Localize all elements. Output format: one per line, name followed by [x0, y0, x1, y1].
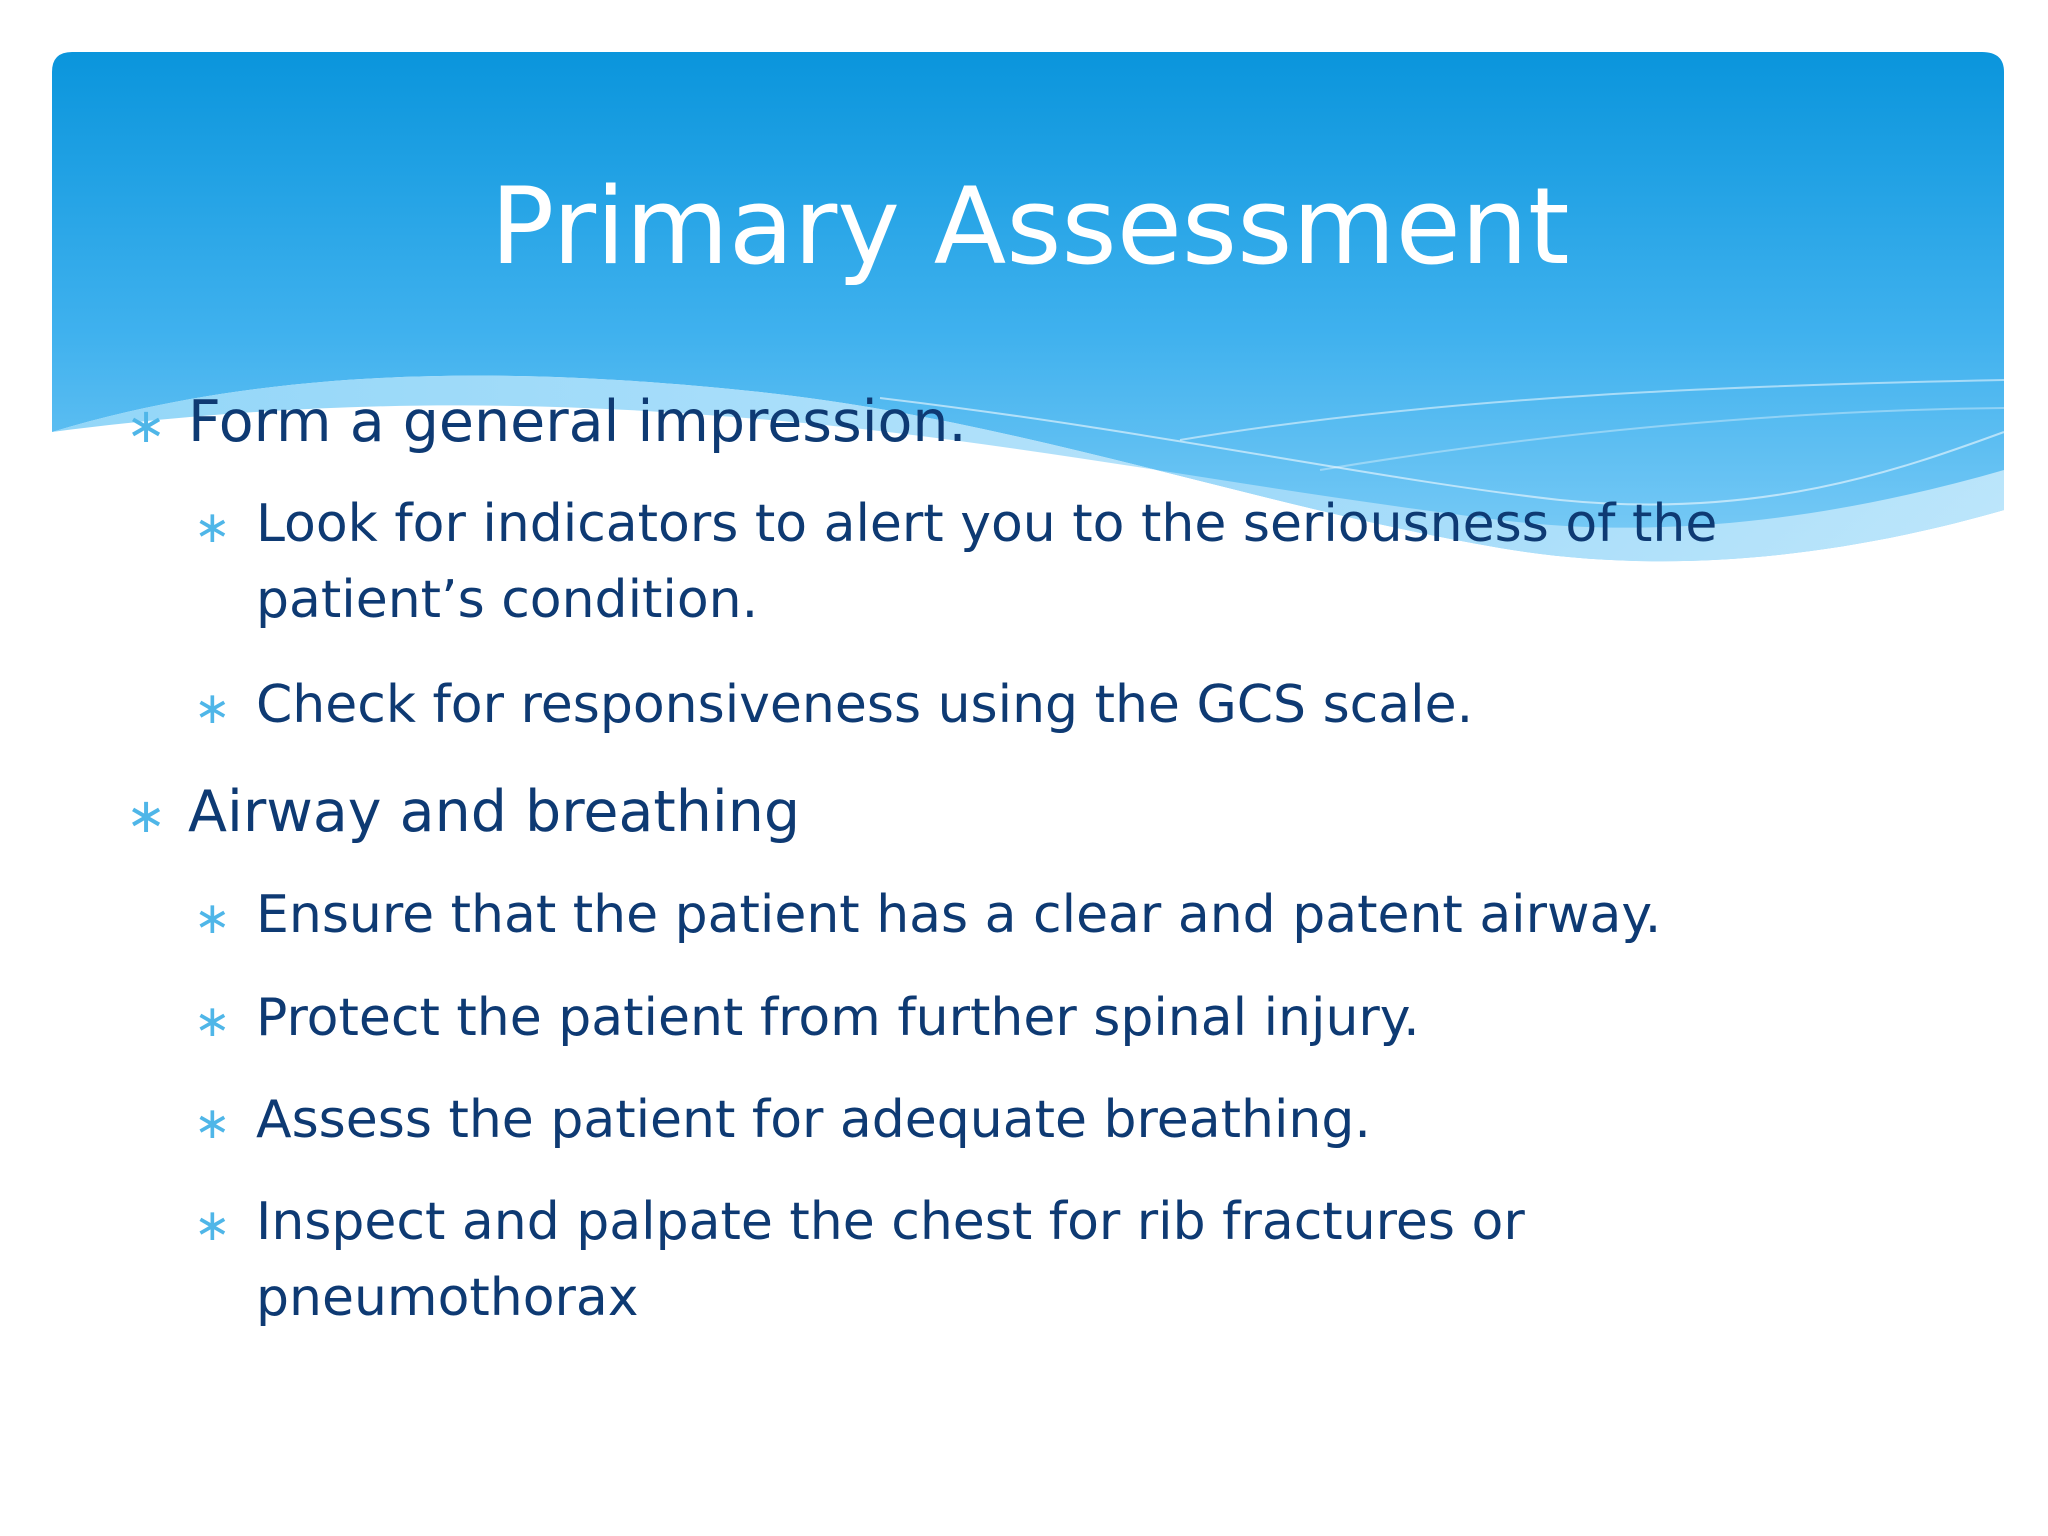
bullet-subitem-1-2 — [194, 667, 1796, 743]
asterisk-icon: ∗ — [194, 893, 231, 944]
bullet-subitem-1-1 — [194, 486, 1796, 638]
bullet-text: Airway and breathing — [188, 779, 800, 845]
asterisk-icon: ∗ — [194, 996, 231, 1047]
bullet-subitem-2-3 — [194, 1082, 1796, 1158]
bullet-text: Form a general impression. — [188, 389, 967, 455]
asterisk-icon: ∗ — [194, 683, 231, 734]
bullet-item-1 — [126, 383, 1968, 461]
bullet-text: Protect the patient from further spinal injury. — [256, 988, 1420, 1048]
bullet-text: Ensure that the patient has a clear and patent airway. — [256, 885, 1662, 945]
slide-title: Primary Assessment — [490, 165, 1570, 288]
bullet-subitem-2-2 — [194, 980, 1796, 1056]
asterisk-icon: ∗ — [126, 398, 167, 454]
bullet-text: Assess the patient for adequate breathing. — [256, 1090, 1371, 1150]
asterisk-icon: ∗ — [126, 788, 167, 844]
asterisk-icon: ∗ — [194, 502, 231, 553]
bullet-subitem-2-4 — [194, 1184, 1796, 1336]
bullet-text: Inspect and palpate the chest for rib fractures or pneumothorax — [256, 1192, 1525, 1328]
bullet-item-2 — [126, 773, 1968, 851]
bullet-subitem-2-1 — [194, 877, 1796, 953]
bullet-text: Check for responsiveness using the GCS scale. — [256, 675, 1474, 735]
asterisk-icon: ∗ — [194, 1098, 231, 1149]
asterisk-icon: ∗ — [194, 1200, 231, 1251]
bullet-text: Look for indicators to alert you to the seriousness of the patient’s condition. — [256, 494, 1718, 630]
